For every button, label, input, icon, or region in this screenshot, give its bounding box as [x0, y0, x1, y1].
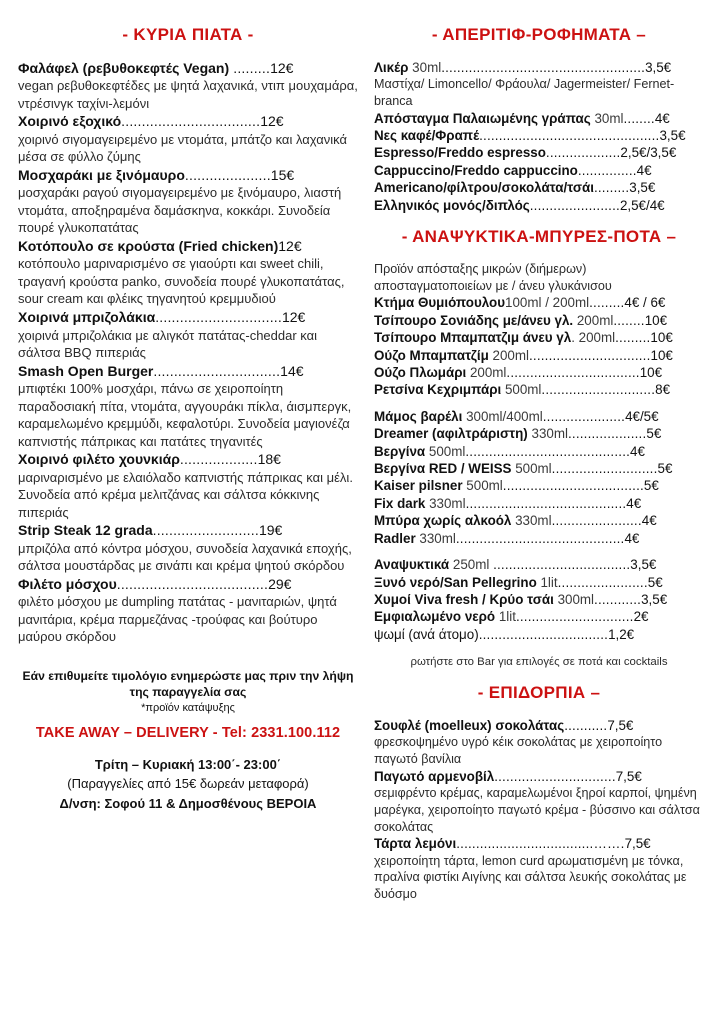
- spacer: [374, 547, 704, 556]
- dessert-item-line: [374, 717, 704, 734]
- drink-item: [374, 162, 704, 179]
- menu-item-name: Strip Steak 12 grada: [18, 522, 153, 539]
- menu-item-description: χοιρινά μπριζολάκια με αλιγκότ πατάτας-cheddar και σάλτσα BBQ πιπεριάς: [18, 327, 318, 361]
- menu-item: [18, 237, 358, 308]
- dessert-price: 7,5€: [607, 717, 634, 733]
- leader-dots: .....................................: [116, 575, 269, 592]
- drink-name: Kaiser pilsner: [374, 478, 463, 494]
- leader-dots: ..........................................: [465, 443, 631, 459]
- menu-item-description: vegan ρεβυθοκεφτέδες με ψητά λαχανικά, ντιπ μουχαμάρα, ντρέσινγκ ταχίνι-λεμόνι: [18, 78, 358, 111]
- drink-volume: 500ml: [462, 478, 503, 494]
- drink-name: Ξυνό νερό/San Pellegrino: [374, 574, 537, 590]
- menu-item-name: Smash Open Burger: [18, 362, 154, 379]
- drink-name: Cappuccino/Freddo cappuccino: [374, 162, 578, 178]
- drink-item: [374, 59, 704, 110]
- drink-item: [374, 626, 704, 643]
- leader-dots: ..............................................: [479, 128, 660, 143]
- drink-item: [374, 574, 704, 591]
- drink-price: 4€: [624, 530, 640, 546]
- menu-item-line: [18, 166, 358, 184]
- menu-item-price: 19€: [258, 522, 283, 539]
- drink-name: Τσίπουρο Σονιάδης με/άνευ γλ.: [374, 312, 574, 328]
- leader-dots: ..................................: [121, 113, 261, 130]
- menu-item-price: 12€: [270, 59, 294, 76]
- drink-name: Radler: [374, 530, 416, 546]
- leader-dots: .......................: [529, 197, 620, 213]
- dessert-item: [374, 768, 704, 836]
- drink-price: 5€: [647, 574, 663, 590]
- drink-price: 4€: [641, 513, 657, 529]
- drink-volume: . 200ml: [571, 330, 616, 346]
- drink-item-line: [374, 495, 704, 512]
- drink-name: Μπύρα χωρίς αλκοόλ: [374, 513, 512, 529]
- drink-item-line: [374, 608, 704, 625]
- opening-hours: Τρίτη – Κυριακή 13:00΄- 23:00΄: [94, 756, 282, 772]
- menu-item: [18, 362, 358, 451]
- dessert-description: φρεσκοψημένο υγρό κέικ σοκολάτας με χειροποίητο παγωτό βανίλια: [374, 735, 663, 766]
- drink-name: Βεργίνα RED / WEISS: [374, 461, 512, 477]
- spirits-list: [374, 294, 704, 399]
- drink-item: [374, 381, 704, 398]
- drink-price: 10€: [650, 347, 673, 363]
- leader-dots: ...............: [577, 162, 637, 178]
- drink-name: Χυμοί Viva fresh / Κρύο τσάι: [374, 592, 554, 608]
- beers-list: [374, 408, 704, 547]
- leader-dots: ...................: [545, 145, 621, 161]
- drink-item-line: [374, 347, 704, 364]
- leader-dots: .......................: [557, 574, 648, 590]
- menu-item: [18, 308, 358, 362]
- drink-price: 3,5€: [629, 180, 656, 196]
- menu-item-line: [18, 59, 358, 77]
- spacer: [374, 399, 704, 408]
- drink-name: Μάμος βαρέλι: [374, 408, 463, 424]
- leader-dots: .............................: [541, 382, 656, 398]
- spirits-intro-note: Προϊόν απόσταξης μικρών (διήμερων) αποσταγματοποιείων με / άνευ γλυκάνισου: [374, 261, 612, 293]
- leader-dots: ..............................: [515, 609, 634, 625]
- drink-volume: 330ml: [415, 530, 456, 546]
- drink-item-line: [374, 530, 704, 547]
- leader-dots: ....................................: [502, 478, 644, 494]
- leader-dots: ...........................................: [455, 530, 625, 546]
- right-column: [374, 26, 704, 1014]
- leader-dots: .........: [229, 59, 271, 76]
- leader-dots: .................................: [478, 626, 609, 642]
- drink-item-line: [374, 294, 704, 311]
- menu-item-description: μαριναρισμένο με ελαιόλαδο καπνιστής πάπρικας και μέλι. Συνοδεία από κρέμα μελιτζάνας και σάλτσα κόκκινης πιπεριάς: [18, 469, 353, 520]
- drink-volume: 500ml: [511, 461, 552, 477]
- menu-item-description: κοτόπουλο μαριναρισμένο σε γιαούρτι και sweet chili, τραγανή κρούστα panko, συνοδεία πουρέ γλυκοπατάτας, sour cream και φλέικς τηγανητού κρεμμυδιού: [18, 256, 345, 307]
- drink-volume: 200ml: [573, 312, 614, 328]
- drink-item-line: [374, 329, 704, 346]
- dessert-item-line: [374, 835, 704, 852]
- leader-dots: .......................: [551, 513, 642, 529]
- drink-item-line: [374, 626, 704, 643]
- menu-item-line: [18, 362, 358, 380]
- menu-item-price: 14€: [280, 362, 304, 379]
- menu-item-line: [18, 450, 358, 468]
- leader-dots: ...................................…….: [456, 836, 625, 852]
- menu-item: [18, 575, 358, 646]
- leader-dots: ...............................: [494, 768, 616, 784]
- drink-name: Αναψυκτικά: [374, 557, 450, 573]
- takeaway-delivery-phone[interactable]: TAKE AWAY – DELIVERY - Tel: 2331.100.112: [35, 724, 341, 741]
- dessert-item: [374, 717, 704, 768]
- drink-volume: 1lit: [536, 574, 558, 590]
- drink-volume: 200ml: [488, 347, 529, 363]
- drink-item-line: [374, 127, 704, 144]
- drink-volume: 200ml: [466, 364, 507, 380]
- drink-item-line: [374, 179, 704, 196]
- leader-dots: .....................: [542, 408, 626, 424]
- free-delivery-note: (Παραγγελίες από 15€ δωρεάν μεταφορά): [67, 776, 309, 792]
- drink-item: [374, 608, 704, 625]
- drink-name: Λικέρ: [374, 59, 409, 75]
- menu-item-name: Φιλέτο μόσχου: [18, 575, 117, 592]
- drink-volume: 330ml: [425, 495, 466, 511]
- menu-item: [18, 112, 358, 166]
- drink-item-line: [374, 59, 704, 76]
- menu-item-line: [18, 521, 358, 539]
- drink-item: [374, 144, 704, 161]
- section-title-main-dishes: - ΚΥΡΙΑ ΠΙΑΤΑ -: [122, 25, 254, 44]
- drink-price: 2,5€/4€: [619, 197, 665, 213]
- drink-volume: 300ml/400ml: [462, 408, 543, 424]
- drink-price: 3,5€: [630, 557, 657, 573]
- drink-item-line: [374, 144, 704, 161]
- dessert-item: [374, 835, 704, 903]
- leader-dots: ............: [594, 592, 642, 608]
- drink-item: [374, 530, 704, 547]
- left-column: [18, 26, 358, 1014]
- menu-item-line: [18, 112, 358, 130]
- drink-name: Βεργίνα: [374, 443, 426, 459]
- drink-volume: 100ml / 200ml: [505, 295, 590, 311]
- desserts-list: [374, 717, 704, 903]
- drink-item: [374, 408, 704, 425]
- drink-volume: 1lit: [495, 609, 516, 625]
- menu-item-description: φιλέτο μόσχου με dumpling πατάτας - μανιταριών, ψητά μανιτάρια, κρέμα παρμεζάνας -τρούφας και βούτυρο μαύρου σκόρδου: [18, 594, 337, 645]
- drink-name: Απόσταγμα Παλαιωμένης γράπας: [374, 110, 591, 126]
- drink-item-line: [374, 591, 704, 608]
- menu-item-name: Κοτόπουλο σε κρούστα (Fried chicken): [18, 237, 279, 254]
- drink-item-line: [374, 312, 704, 329]
- dessert-price: 7,5€: [615, 768, 642, 784]
- drink-price: 2,5€/3,5€: [620, 145, 677, 161]
- drink-price: 2€: [633, 609, 649, 625]
- leader-dots: ...............................: [153, 362, 281, 379]
- drink-item: [374, 460, 704, 477]
- drink-item: [374, 425, 704, 442]
- drink-volume: 30ml: [590, 110, 624, 126]
- menu-item-price: 15€: [270, 166, 295, 183]
- drink-item: [374, 127, 704, 144]
- drink-volume: 330ml: [527, 426, 568, 442]
- drink-price: 10€: [650, 330, 673, 346]
- menu-item: [18, 166, 358, 237]
- leader-dots: .........: [589, 295, 625, 311]
- drink-name: Fix dark: [374, 495, 426, 511]
- drink-item: [374, 329, 704, 346]
- drink-name: Ρετσίνα Κεχριμπάρι: [374, 382, 502, 398]
- dessert-description: χειροποίητη τάρτα, lemon curd αρωματισμένη με τόνκα, πραλίνα φιστίκι Αιγίνης και σάλτσα λευκής σοκολάτας με δυόσμο: [374, 853, 687, 902]
- drink-price: 1,2€: [608, 626, 635, 642]
- dessert-name: Σουφλέ (moelleux) σοκολάτας: [374, 717, 565, 733]
- drink-item: [374, 364, 704, 381]
- drink-price: 5€: [657, 461, 673, 477]
- drink-name: Τσίπουρο Μπαμπατζιμ άνευ γλ: [374, 330, 572, 346]
- drink-description: Μαστίχα/ Limoncello/ Φράουλα/ Jagermeister/ Fernet-branca: [374, 77, 675, 108]
- leader-dots: .........: [593, 180, 630, 196]
- drink-item-line: [374, 425, 704, 442]
- leader-dots: ...................: [179, 451, 258, 468]
- menu-item-name: Χοιρινό εξοχικό: [18, 113, 122, 130]
- drink-volume: 300ml: [553, 592, 595, 608]
- drink-item: [374, 197, 704, 214]
- drink-item-line: [374, 364, 704, 381]
- drink-item-line: [374, 197, 704, 214]
- drink-item: [374, 294, 704, 311]
- drink-price: 4€/5€: [625, 408, 659, 424]
- menu-item-description: χοιρινό σιγομαγειρεμένο με ντομάτα, μπάτζο και λαχανικά μέσα σε φύλλο ζύμης: [18, 131, 347, 165]
- drink-volume: 330ml: [511, 513, 552, 529]
- drink-price: 5€: [643, 478, 659, 494]
- dessert-price: 7,5€: [624, 836, 651, 852]
- drink-item: [374, 591, 704, 608]
- leader-dots: ........: [613, 312, 645, 328]
- drink-price: 4€: [636, 162, 652, 178]
- bar-cocktails-note: ρωτήστε στο Bar για επιλογές σε ποτά και cocktails: [410, 656, 668, 669]
- opening-hours-block: [18, 755, 358, 814]
- drink-item: [374, 312, 704, 329]
- menu-item-name: Μοσχαράκι με ξινόμαυρο: [18, 166, 185, 183]
- drink-price: 10€: [644, 312, 668, 328]
- drink-price: 3,5€: [659, 128, 686, 143]
- drink-item-line: [374, 477, 704, 494]
- menu-item-line: [18, 308, 358, 326]
- section-title-desserts: - ΕΠΙΔΟΡΠΙΑ –: [477, 683, 601, 703]
- dessert-name: Τάρτα λεμόνι: [374, 836, 457, 852]
- leader-dots: ....................: [567, 426, 647, 442]
- drink-item-line: [374, 556, 704, 573]
- menu-item-price: 12€: [260, 113, 284, 130]
- address: Δ/νση: Σοφού 11 & Δημοσθένους ΒΕΡΟΙΑ: [59, 795, 317, 811]
- leader-dots: ...................................: [493, 557, 631, 573]
- drink-price: 8€: [655, 382, 671, 398]
- drink-item: [374, 495, 704, 512]
- leader-dots: ...........................: [551, 461, 658, 477]
- menu-item-description: μπιφτέκι 100% μοσχάρι, πάνω σε χειροποίητη παραδοσιακή πίτα, ντομάτα, αγγουράκι πίκλα, άισμπεργκ, καραμελωμένο κρεμμύδι, κεφαλοτύρι. Συνοδεία μαγιονέζα καπνιστής πάπρικας και πατάτες τηγανιτές: [18, 381, 352, 449]
- menu-item: [18, 450, 358, 521]
- menu-item-line: [18, 237, 358, 255]
- leader-dots: ..........................: [152, 522, 259, 539]
- drink-price: 3,5€: [641, 592, 668, 608]
- drink-name: Espresso/Freddo espresso: [374, 145, 546, 161]
- drink-price: 5€: [646, 426, 662, 442]
- drink-item-line: [374, 162, 704, 179]
- drink-volume: 30ml: [408, 59, 442, 75]
- menu-item-price: 29€: [268, 575, 292, 592]
- menu-item-price: 18€: [257, 451, 281, 468]
- menu-item-price: 12€: [281, 309, 306, 326]
- dessert-item-line: [374, 768, 704, 785]
- drink-item: [374, 443, 704, 460]
- drink-item: [374, 477, 704, 494]
- drink-name: Ούζο Πλωμάρι: [374, 364, 467, 380]
- menu-item-name: Φαλάφελ (ρεβυθοκεφτές Vegan): [18, 59, 230, 76]
- drink-volume: 500ml: [425, 443, 466, 459]
- drink-volume: 500ml: [501, 382, 542, 398]
- drink-item: [374, 512, 704, 529]
- drink-name: Εμφιαλωμένο νερό: [374, 609, 496, 625]
- menu-item-description: μοσχαράκι ραγού σιγομαγειρεμένο με ξινόμαυρο, λιαστή ντομάτα, αποξηραμένα δαμάσκηνα, κοκκάρι. Συνοδεία πουρέ γλυκοπατάτας: [18, 185, 342, 236]
- drink-name: Ούζο Μπαμπατζίμ: [374, 347, 489, 363]
- drink-item: [374, 110, 704, 127]
- menu-item: [18, 521, 358, 575]
- drink-item: [374, 347, 704, 364]
- soft-drinks-list: [374, 556, 704, 643]
- drink-name: Dreamer (αφιλτράριστη): [374, 426, 528, 442]
- dessert-description: σεμιφρέντο κρέμας, καραμελωμένοι ξηροί καρποί, ψημένη μαρέγκα, χειροποίητο παγωτό κρέμα - βύσσινο και σάλτσα σοκολάτας: [374, 786, 700, 834]
- drink-volume: 250ml: [449, 557, 494, 573]
- invoice-note: Εάν επιθυμείτε τιμολόγιο ενημερώστε μας πριν την λήψη της παραγγελία σας: [22, 669, 354, 700]
- leader-dots: ..................................: [506, 364, 640, 380]
- menu-item-name: Χοιρινά μπριζολάκια: [18, 309, 156, 326]
- aperitif-list: [374, 59, 704, 214]
- drink-item-line: [374, 443, 704, 460]
- drink-item-line: [374, 110, 704, 127]
- section-title-aperitif-drinks: - ΑΠΕΡΙΤΙΦ-ΡΟΦΗΜΑΤΑ –: [431, 25, 647, 44]
- drink-name: ψωμί (ανά άτομο): [374, 626, 479, 642]
- drink-name: Americano/φίλτρου/σοκολάτα/τσάι: [374, 180, 594, 196]
- menu-item-price: 12€: [278, 237, 302, 254]
- frozen-product-note: *προϊόν κατάψυξης: [141, 702, 235, 715]
- left-footer: [18, 668, 358, 813]
- drink-item-line: [374, 460, 704, 477]
- drink-item-line: [374, 574, 704, 591]
- drink-price: 10€: [639, 364, 663, 380]
- drink-name: Κτήμα Θυμιόπουλου: [374, 295, 506, 311]
- section-title-soft-beer-spirits: - ΑΝΑΨΥΚΤΙΚΑ-ΜΠΥΡΕΣ-ΠΟΤΑ –: [401, 227, 677, 247]
- leader-dots: .........: [615, 330, 651, 346]
- menu-item-line: [18, 575, 358, 593]
- menu-item-description: μπριζόλα από κόντρα μόσχου, συνοδεία λαχανικά εποχής, σάλτσα μουστάρδας με σινάπι και κρέμα ψητού σκόρδου: [18, 540, 352, 574]
- drink-price: 3,5€: [645, 59, 672, 75]
- leader-dots: ....................................................: [441, 59, 646, 75]
- leader-dots: ...........: [564, 717, 608, 733]
- menu-item-name: Χοιρινό φιλέτο χουνκιάρ: [18, 451, 180, 468]
- drink-item: [374, 556, 704, 573]
- dessert-name: Παγωτό αρμενοβίλ: [374, 768, 495, 784]
- drink-price: 4€: [654, 110, 670, 126]
- drink-name: Νες καφέ/Φραπέ: [374, 128, 480, 143]
- leader-dots: .........................................: [465, 495, 627, 511]
- drink-price: 4€: [626, 495, 642, 511]
- main-dishes-list: [18, 59, 358, 646]
- drink-name: Ελληνικός μονός/διπλός: [374, 197, 530, 213]
- drink-price: 4€: [630, 443, 645, 459]
- menu-item: [18, 59, 358, 113]
- leader-dots: ...............................: [155, 309, 282, 326]
- drink-item-line: [374, 381, 704, 398]
- drink-item-line: [374, 512, 704, 529]
- leader-dots: ........: [623, 110, 655, 126]
- drink-price: 4€ / 6€: [624, 295, 666, 311]
- leader-dots: ...............................: [528, 347, 651, 363]
- drink-item: [374, 179, 704, 196]
- drink-item-line: [374, 408, 704, 425]
- leader-dots: .....................: [184, 166, 271, 183]
